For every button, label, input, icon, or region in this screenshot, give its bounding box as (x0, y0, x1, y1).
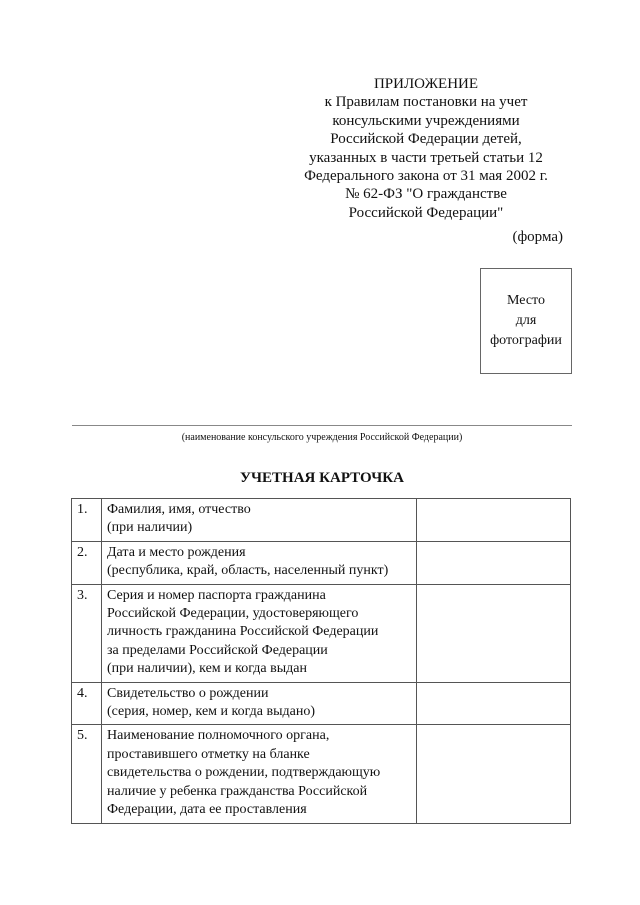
row-value-cell (417, 682, 571, 725)
row-label-line: Наименование полномочного органа, (107, 728, 330, 744)
table-row (72, 499, 571, 542)
table-row (72, 584, 571, 682)
document-title: УЧЕТНАЯ КАРТОЧКА (240, 470, 404, 486)
row-label (102, 541, 417, 584)
photo-placeholder-line: фотографии (490, 333, 562, 348)
appendix-header (290, 75, 562, 222)
row-value-cell (417, 725, 571, 823)
row-label (102, 584, 417, 682)
appendix-line: ПРИЛОЖЕНИЕ (373, 76, 479, 92)
row-label-line: наличие у ребенка гражданства Российской (107, 783, 368, 799)
row-label-line: (при наличии), кем и когда выдан (107, 661, 307, 677)
registration-card-table (71, 498, 571, 824)
row-label (102, 725, 417, 823)
table-row (72, 725, 571, 823)
table-row (72, 541, 571, 584)
row-label-line: за пределами Российской Федерации (107, 642, 328, 658)
appendix-line: консульскими учреждениями (332, 112, 520, 129)
row-label-line: (при наличии) (107, 520, 193, 536)
row-label (102, 682, 417, 725)
row-value-cell (417, 584, 571, 682)
appendix-line: Российской Федерации детей, (330, 131, 522, 148)
appendix-line: указанных в части третьей статьи 12 (309, 149, 543, 166)
row-value-cell (417, 499, 571, 542)
row-label (102, 499, 417, 542)
row-label-line: Свидетельство о рождении (107, 685, 269, 701)
row-label-line: Фамилия, имя, отчество (107, 502, 251, 517)
row-label-line: проставившего отметку на бланке (107, 746, 310, 762)
photo-placeholder-line: Место (507, 293, 545, 308)
row-label-line: свидетельства о рождении, подтверждающую (107, 765, 381, 781)
row-number: 2. (72, 541, 102, 584)
row-value-cell (417, 541, 571, 584)
photo-placeholder (480, 268, 572, 374)
row-label-line: Российской Федерации, удостоверяющего (107, 606, 359, 622)
row-label-line: (республика, край, область, населенный пункт) (107, 563, 389, 579)
row-label-line: Федерации, дата ее проставления (107, 802, 307, 818)
row-label-line: (серия, номер, кем и когда выдано) (107, 704, 315, 720)
row-number: 1. (72, 499, 102, 542)
consular-institution-line (72, 425, 572, 426)
row-label-line: Дата и место рождения (107, 544, 246, 560)
consular-institution-caption: (наименование консульского учреждения Российской Федерации) (181, 432, 463, 443)
row-label-line: Серия и номер паспорта гражданина (107, 587, 326, 603)
photo-placeholder-line: для (515, 313, 537, 328)
appendix-line: Федерального закона от 31 мая 2002 г. (304, 168, 548, 185)
appendix-line: Российской Федерации" (348, 204, 504, 221)
row-number: 5. (72, 725, 102, 823)
appendix-line: к Правилам постановки на учет (324, 94, 528, 111)
row-label-line: личность гражданина Российской Федерации (107, 624, 379, 640)
row-number: 4. (72, 682, 102, 725)
form-label: (форма) (512, 229, 563, 245)
table-row (72, 682, 571, 725)
row-number: 3. (72, 584, 102, 682)
appendix-line: № 62-ФЗ "О гражданстве (345, 186, 507, 203)
